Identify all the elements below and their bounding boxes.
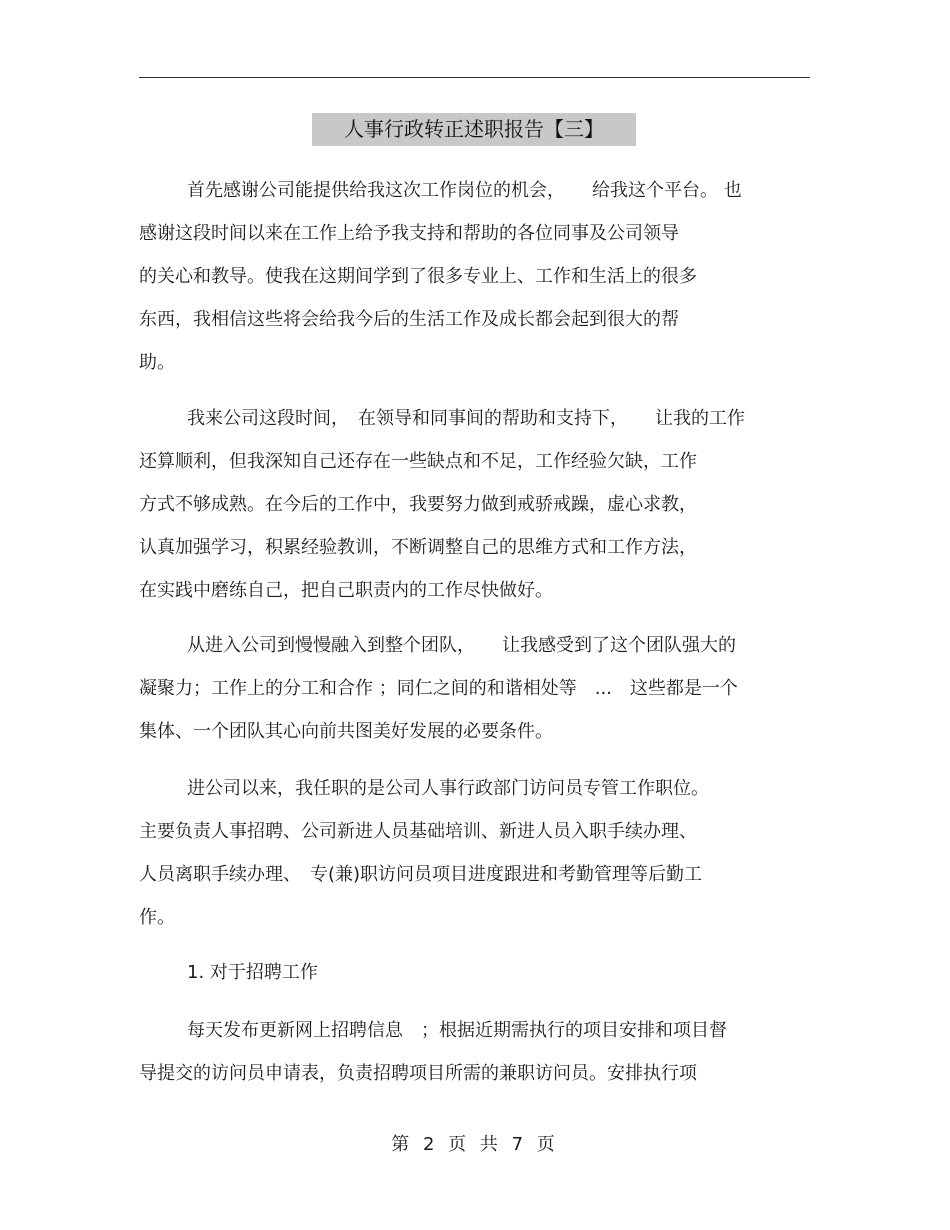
text-line: 进公司以来，我任职的是公司人事行政部门访问员专管工作职位。 xyxy=(187,778,709,799)
paragraph-5 xyxy=(139,1009,727,1095)
paragraph-3 xyxy=(139,624,738,753)
section-heading-recruitment xyxy=(139,951,318,994)
paragraph-2 xyxy=(139,397,745,612)
text-line: 方式不够成熟。在今后的工作中，我要努力做到戒骄戒躁，虚心求教， xyxy=(139,494,697,515)
paragraph-1 xyxy=(139,169,742,384)
text-line: 东西，我相信这些将会给我今后的生活工作及成长都会起到很大的帮 xyxy=(139,309,679,330)
text-line: 作。 xyxy=(139,907,175,928)
text-line: 1. 对于招聘工作 xyxy=(187,962,318,983)
text-line: 在实践中磨练自己，把自己职责内的工作尽快做好。 xyxy=(139,580,553,601)
text-line: 首先感谢公司能提供给我这次工作岗位的机会， 给我这个平台。 也 xyxy=(187,180,742,201)
text-line: 主要负责人事招聘、公司新进人员基础培训、新进人员入职手续办理、 xyxy=(139,821,697,842)
text-line: 还算顺利，但我深知自己还存在一些缺点和不足，工作经验欠缺，工作 xyxy=(139,451,697,472)
text-line: 认真加强学习，积累经验教训，不断调整自己的思维方式和工作方法， xyxy=(139,537,697,558)
header-rule xyxy=(139,77,810,78)
document-title: 人事行政转正述职报告【三】 xyxy=(312,113,636,146)
page-number: 第 2 页 共 7 页 xyxy=(391,1134,559,1155)
text-line: 导提交的访问员申请表，负责招聘项目所需的兼职访问员。安排执行项 xyxy=(139,1063,697,1084)
text-line: 的关心和教导。使我在这期间学到了很多专业上、工作和生活上的很多 xyxy=(139,266,697,287)
text-line: 每天发布更新网上招聘信息 ；根据近期需执行的项目安排和项目督 xyxy=(187,1020,727,1041)
text-line: 我来公司这段时间， 在领导和同事间的帮助和支持下， 让我的工作 xyxy=(187,408,745,429)
text-line: 集体、一个团队其心向前共图美好发展的必要条件。 xyxy=(139,721,553,742)
paragraph-4 xyxy=(139,767,709,939)
text-line: 人员离职手续办理、 专(兼)职访问员项目进度跟进和考勤管理等后勤工 xyxy=(139,864,703,885)
text-line: 助。 xyxy=(139,352,175,373)
text-line: 凝聚力；工作上的分工和合作 ；同仁之间的和谐相处等 ... 这些都是一个 xyxy=(139,678,738,699)
text-line: 感谢这段时间以来在工作上给予我支持和帮助的各位同事及公司领导 xyxy=(139,223,679,244)
text-line: 从进入公司到慢慢融入到整个团队， 让我感受到了这个团队强大的 xyxy=(187,635,736,656)
